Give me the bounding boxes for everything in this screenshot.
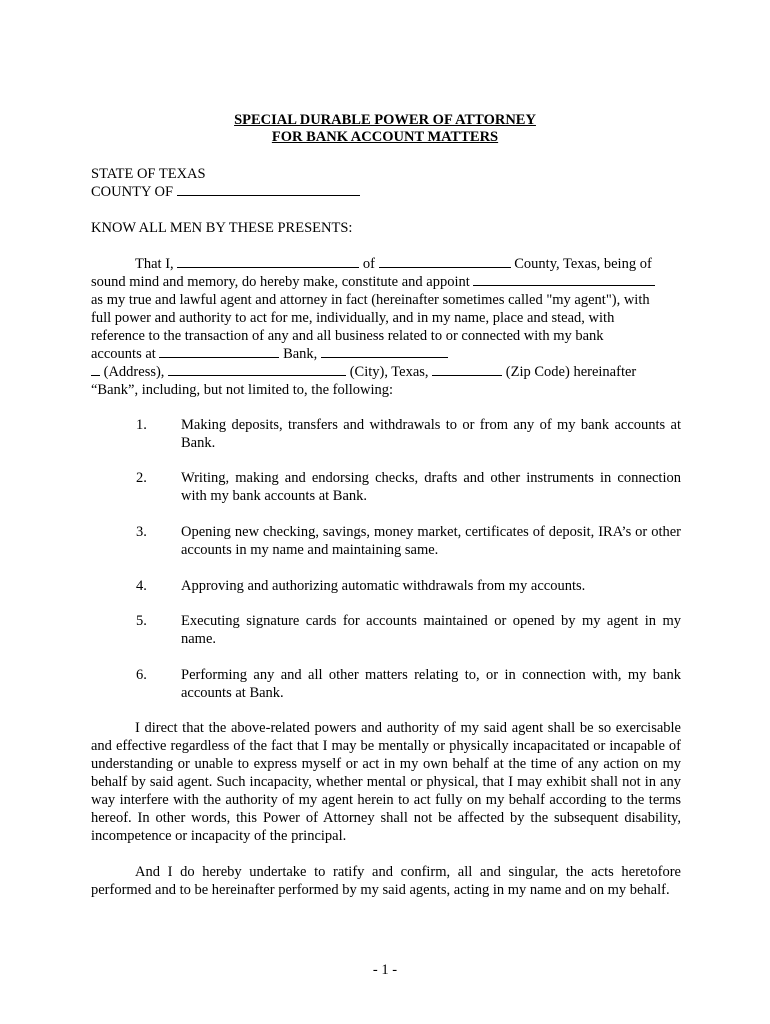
zip-label: (Zip Code) hereinafter [505, 364, 637, 380]
opening-line-3: as my true and lawful agent and attorney in fact (hereinafter sometimes called "my agent"), with [91, 292, 650, 308]
direct-paragraph: I direct that the above-related powers and authority of my said agent shall be so exercisable and effective regardless of the fact that I may be mentally or physically incapacitated or incapable of understanding or unable to express myself or act in my own behalf at the time of any action on my behalf by said agent. Such incapacity, whether mental or physical, that I may exhibit shall not in any way interfere with the authority of my agent herein to act fully on my behalf according to the terms hereof. In other words, this Power of Attorney shall not be affected by the subsequent disability, incompetence or incapacity of the principal. [91, 720, 681, 844]
list-item-number: 2. [136, 470, 147, 486]
list-item-number: 4. [136, 578, 147, 594]
opening-county-texas: County, Texas, being of [514, 256, 652, 272]
list-item-text: Making deposits, transfers and withdrawals to or from any of my bank accounts at Bank. [181, 417, 681, 451]
address-label: (Address), [103, 364, 165, 380]
county-blank[interactable] [177, 183, 360, 196]
bank-label: Bank, [283, 346, 318, 362]
ratify-paragraph: And I do hereby undertake to ratify and confirm, all and singular, the acts heretofore performed and to be hereinafter performed by my said agents, acting in my name and on my behalf. [91, 864, 681, 898]
page-number: - 1 - [372, 962, 398, 978]
bank-address-blank[interactable] [321, 345, 448, 358]
list-item-number: 5. [136, 613, 147, 629]
opening-line-6 [91, 345, 448, 363]
opening-that-i: That I, [135, 256, 174, 272]
list-item-text: Executing signature cards for accounts maintained or opened by my agent in my name. [181, 613, 681, 647]
city-blank[interactable] [168, 363, 346, 376]
opening-of: of [362, 256, 375, 272]
list-item-text: Performing any and all other matters relating to, or in connection with, my bank accounts at Bank. [181, 667, 681, 701]
principal-county-blank[interactable] [379, 255, 511, 268]
list-item-text: Approving and authorizing automatic withdrawals from my accounts. [181, 578, 586, 594]
list-item-number: 1. [136, 417, 147, 433]
document-title-line2: FOR BANK ACCOUNT MATTERS [271, 129, 499, 145]
county-line [91, 183, 360, 201]
list-item-number: 6. [136, 667, 147, 683]
bank-name-blank[interactable] [159, 345, 279, 358]
accounts-at-label: accounts at [91, 346, 156, 362]
state-line: STATE OF TEXAS [91, 166, 206, 182]
opening-line-8: “Bank”, including, but not limited to, the following: [91, 382, 394, 398]
opening-line-5: reference to the transaction of any and all business related to or connected with my bank [91, 328, 604, 344]
opening-line-1 [135, 255, 652, 273]
county-label: COUNTY OF [91, 184, 174, 200]
opening-appoint-text: sound mind and memory, do hereby make, constitute and appoint [91, 274, 470, 290]
agent-name-blank[interactable] [473, 273, 655, 286]
opening-line-4: full power and authority to act for me, individually, and in my name, place and stead, with [91, 310, 615, 326]
know-all-line: KNOW ALL MEN BY THESE PRESENTS: [91, 220, 353, 236]
city-label: (City), Texas, [349, 364, 429, 380]
document-title-line1: SPECIAL DURABLE POWER OF ATTORNEY [234, 112, 536, 128]
list-item-text: Writing, making and endorsing checks, drafts and other instruments in connection with my bank accounts at Bank. [181, 470, 681, 504]
opening-line-2 [91, 273, 655, 291]
principal-name-blank[interactable] [177, 255, 359, 268]
list-item-text: Opening new checking, savings, money market, certificates of deposit, IRA’s or other accounts in my name and maintaining same. [181, 524, 681, 558]
zip-blank[interactable] [432, 363, 502, 376]
opening-line-7 [91, 363, 636, 381]
list-item-number: 3. [136, 524, 147, 540]
address-blank[interactable] [91, 363, 100, 376]
